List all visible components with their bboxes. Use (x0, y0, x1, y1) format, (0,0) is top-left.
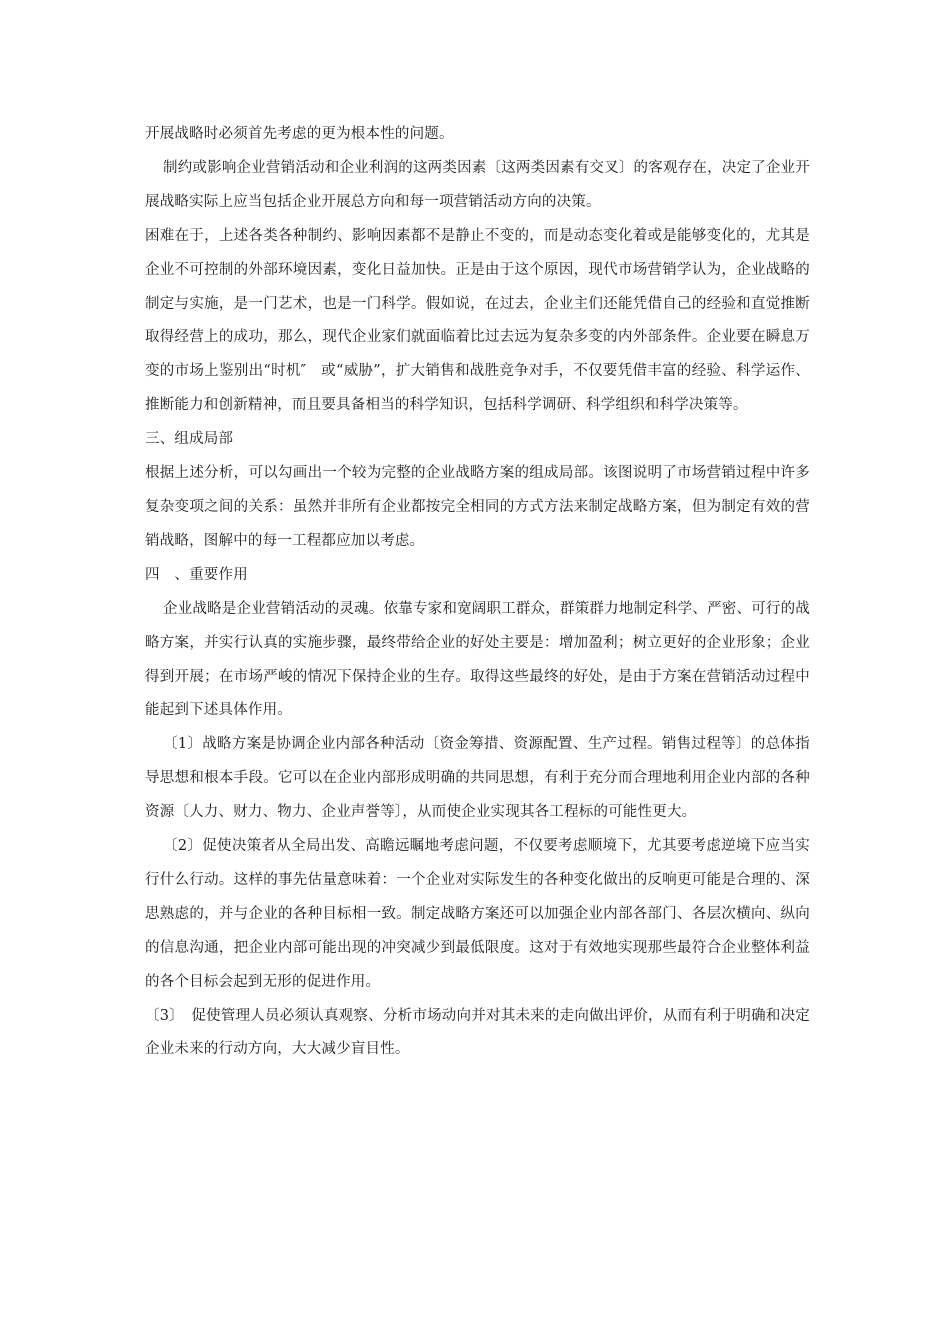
paragraph-continuation: 开展战略时必须首先考虑的更为根本性的问题。 (145, 126, 454, 142)
paragraph-factors: 制约或影响企业营销活动和企业利润的这两类因素〔这两类因素有交叉〕的客观存在，决定了企业开展战略实际上应当包括企业开展总方向和每一项营销活动方向的决策。 (145, 159, 810, 210)
section-heading-importance: 四 、重要作用 (145, 566, 248, 583)
paragraph-composition: 根据上述分析，可以勾画出一个较为完整的企业战略方案的组成局部。该图说明了市场营销过程中许多复杂变项之间的关系：虽然并非所有企业都按完全相同的方式方法来制定战略方案，但为制定有效的营销战略，图解中的每一工程都应加以考虑。 (145, 465, 810, 549)
paragraph-difficulty: 困难在于，上述各类各种制约、影响因素都不是静止不变的，而是动态变化着或是能够变化的，尤其是企业不可控制的外部环境因素，变化日益加快。正是由于这个原因，现代市场营销学认为，企业战略的制定与实施，是一门艺术，也是一门科学。假如说，在过去，企业主们还能凭借自己的经验和直觉推断取得经营上的成功，那么，现代企业家们就面临着比过去远为复杂多变的内外部条件。企业要在瞬息万变的市场上鉴别出“时机″ 或“威胁”，扩大销售和战胜竞争对手，不仅要凭借丰富的经验、科学运作、推断能力和创新精神，而且要具备相当的科学知识，包括科学调研、科学组织和科学决策等。 (145, 227, 810, 414)
paragraph-point-3: 〔3〕 促使管理人员必须认真观察、分析市场动向并对其未来的走向做出评价，从而有利于明确和决定企业未来的行动方向，大大减少盲目性。 (145, 1007, 810, 1058)
paragraph-point-1: 〔1〕战略方案是协调企业内部各种活动〔资金筹措、资源配置、生产过程。销售过程等〕的总体指导思想和根本手段。它可以在企业内部形成明确的共同思想，有利于充分而合理地利用企业内部的各种资源〔人力、财力、物力、企业声誉等〕，从而使企业实现其各工程标的可能性更大。 (145, 736, 810, 821)
section-heading-composition: 三、组成局部 (145, 431, 234, 448)
paragraph-point-2: 〔2〕促使决策者从全局出发、高瞻远瞩地考虑问题，不仅要考虑顺境下，尤其要考虑逆境下应当实行什么行动。这样的事先估量意味着：一个企业对实际发生的各种变化做出的反响更可能是合理的、深思熟虑的，并与企业的各种目标相一致。制定战略方案还可以加强企业内部各部门、各层次横向、纵向的信息沟通，把企业内部可能出现的冲突减少到最低限度。这对于有效地实现那些最符合企业整体利益的各个目标会起到无形的促进作用。 (145, 838, 810, 990)
document-page (145, 118, 810, 1067)
paragraph-importance: 企业战略是企业营销活动的灵魂。依靠专家和宽阔职工群众，群策群力地制定科学、严密、可行的战略方案，并实行认真的实施步骤，最终带给企业的好处主要是：增加盈利；树立更好的企业形象；企业得到开展；在市场严峻的情况下保持企业的生存。取得这些最终的好处，是由于方案在营销活动过程中能起到下述具体作用。 (145, 600, 810, 719)
